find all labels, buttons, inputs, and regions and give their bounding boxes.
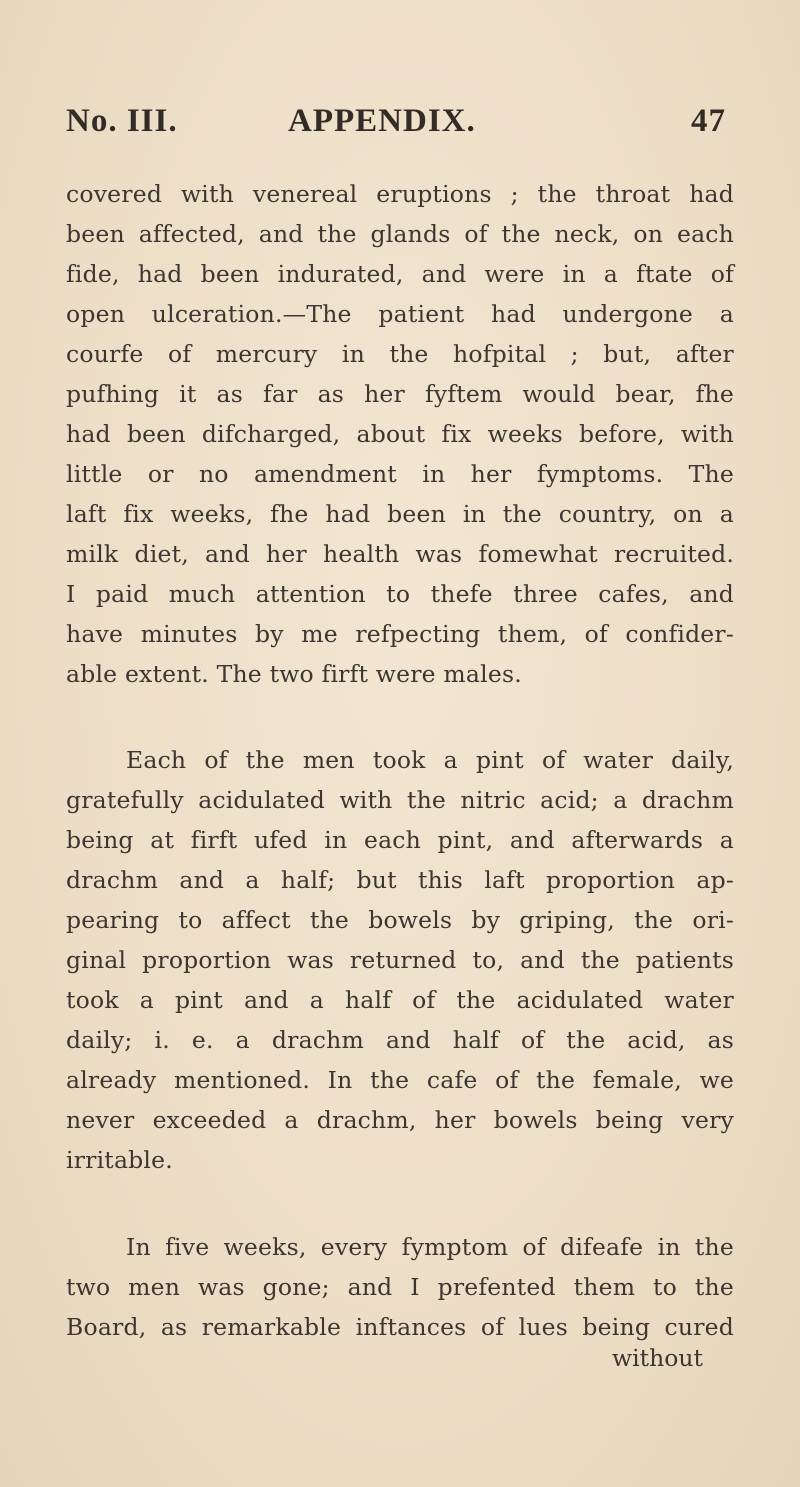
text-line: had been difcharged, about fix weeks before, with <box>66 420 734 448</box>
text-line: pearing to affect the bowels by griping, the ori- <box>66 906 734 934</box>
text-line: been affected, and the glands of the neck, on each <box>66 220 734 248</box>
text-line: daily; i. e. a drachm and half of the acid, as <box>66 1026 734 1054</box>
text-line: laft fix weeks, fhe had been in the country, on a <box>66 500 734 528</box>
text-line: little or no amendment in her fymptoms. The <box>66 460 734 488</box>
header-section-number: No. III. <box>66 103 178 139</box>
header-title: APPENDIX. <box>288 103 476 139</box>
text-line: two men was gone; and I prefented them to the <box>66 1273 734 1301</box>
text-line: open ulceration.—The patient had undergone a <box>66 300 734 328</box>
text-line: irritable. <box>66 1146 173 1174</box>
text-line: being at firft ufed in each pint, and afterwards a <box>66 826 734 854</box>
text-line: able extent. The two firft were males. <box>66 660 522 688</box>
text-line: drachm and a half; but this laft proportion ap- <box>66 866 734 894</box>
text-line: covered with venereal eruptions ; the throat had <box>66 180 734 208</box>
text-line: have minutes by me refpecting them, of confider- <box>66 620 734 648</box>
text-line: already mentioned. In the cafe of the female, we <box>66 1066 734 1094</box>
text-line: milk diet, and her health was fomewhat recruited. <box>66 540 734 568</box>
page-number: 47 <box>691 103 726 139</box>
text-line: took a pint and a half of the acidulated water <box>66 986 734 1014</box>
text-line: gratefully acidulated with the nitric acid; a drachm <box>66 786 734 814</box>
text-line: courfe of mercury in the hofpital ; but, after <box>66 340 734 368</box>
text-line: never exceeded a drachm, her bowels being very <box>66 1106 734 1134</box>
text-line: pufhing it as far as her fyftem would bear, fhe <box>66 380 734 408</box>
running-header <box>66 103 726 147</box>
text-line: Board, as remarkable inftances of lues being cured <box>66 1313 734 1341</box>
text-line: I paid much attention to thefe three cafes, and <box>66 580 734 608</box>
text-line: Each of the men took a pint of water daily, <box>126 746 734 774</box>
text-line: In five weeks, every fymptom of difeafe in the <box>126 1233 734 1261</box>
text-line: fide, had been indurated, and were in a ftate of <box>66 260 734 288</box>
catchword: without <box>612 1344 703 1372</box>
text-line: ginal proportion was returned to, and the patients <box>66 946 734 974</box>
